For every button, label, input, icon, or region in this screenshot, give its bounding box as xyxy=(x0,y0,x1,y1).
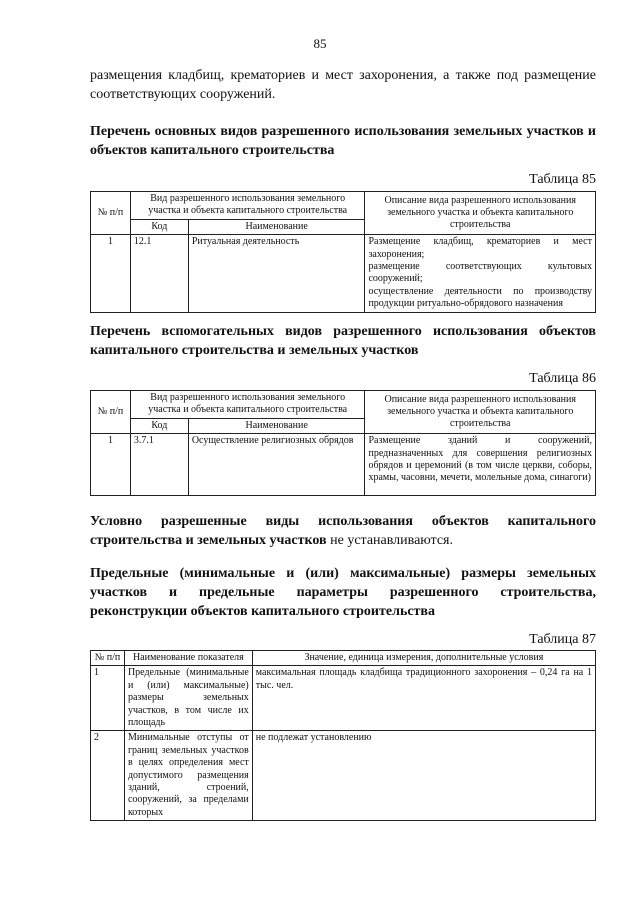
table-85-head-opis: Описание вида разрешенного использования земельного участка и объекта капитального строительства xyxy=(365,192,596,235)
table-85-opis-line-1: Размещение кладбищ, крематориев и мест захоронения; xyxy=(368,236,592,260)
table-85-opis-line-3: осуществление деятельности по производству продукции ритуально-обрядового назначения xyxy=(368,285,592,310)
intro-paragraph: размещения кладбищ, крематориев и мест захоронения, а также под размещение соответствующих сооружений. xyxy=(90,68,596,102)
table-86-head-naim: Наименование xyxy=(188,418,365,433)
table-87-head-val: Значение, единица измерения, дополнительные условия xyxy=(252,651,595,666)
table-85-cell-naim: Ритуальная деятельность xyxy=(188,235,365,312)
table-85-cell-num: 1 xyxy=(91,235,131,312)
table-85-head-naim: Наименование xyxy=(188,219,365,234)
table-87-row1-val: максимальная площадь кладбища традиционного захоронения – 0,24 га на 1 тыс. чел. xyxy=(252,666,595,731)
table-row xyxy=(91,434,596,496)
table-86-cell-kod: 3.7.1 xyxy=(130,434,188,496)
table-86-head-num: № п/п xyxy=(91,391,131,434)
heading-main-uses: Перечень основных видов разрешенного использования земельных участков и объектов капитального строительства xyxy=(90,124,596,158)
table-87-caption: Таблица 87 xyxy=(529,632,596,647)
heading-auxiliary-uses: Перечень вспомогательных видов разрешенного использования объектов капитального строительства и земельных участков xyxy=(90,324,596,358)
table-85-head-kod: Код xyxy=(130,219,188,234)
table-row xyxy=(91,235,596,312)
table-86-cell-opis: Размещение зданий и сооружений, предназначенных для совершения религиозных обрядов и церемоний (в том числе церкви, соборы, храмы, часовни, мечети, молельные дома, синагоги) xyxy=(365,434,596,496)
table-85 xyxy=(90,191,596,313)
page-number: 85 xyxy=(313,36,327,51)
heading-conditional-uses-bold: Условно разрешенные виды использования объектов капитального строительства и земельных участков xyxy=(90,514,596,548)
table-85-head-vid: Вид разрешенного использования земельного участка и объекта капитального строительства xyxy=(130,192,365,220)
table-85-opis-line-2: размещение соответствующих культовых сооружений; xyxy=(368,261,592,285)
table-87 xyxy=(90,650,596,821)
table-row xyxy=(91,666,596,731)
table-86-caption: Таблица 86 xyxy=(529,371,596,386)
table-86-head-opis: Описание вида разрешенного использования земельного участка и объекта капитального строительства xyxy=(365,391,596,434)
table-86-head-kod: Код xyxy=(130,418,188,433)
table-85-cell-opis xyxy=(365,235,596,312)
table-86 xyxy=(90,390,596,496)
table-row xyxy=(91,731,596,821)
table-85-head-num: № п/п xyxy=(91,192,131,235)
heading-conditional-uses xyxy=(90,512,596,550)
table-87-row1-naim: Предельные (минимальные и (или) максимальные) размеры земельных участков, в том числе их площадь xyxy=(124,666,252,731)
table-86-cell-naim: Осуществление религиозных обрядов xyxy=(188,434,365,496)
table-86-cell-num: 1 xyxy=(91,434,131,496)
table-87-row2-naim: Минимальные отступы от границ земельных участков в целях определения мест допустимого размещения зданий, строений, сооружений, за пределами которых xyxy=(124,731,252,821)
table-87-head-num: № п/п xyxy=(91,651,125,666)
table-86-head-vid: Вид разрешенного использования земельного участка и объекта капитального строительства xyxy=(130,391,365,419)
table-85-cell-kod: 12.1 xyxy=(130,235,188,312)
table-87-head-naim: Наименование показателя xyxy=(124,651,252,666)
table-85-caption: Таблица 85 xyxy=(529,172,596,187)
heading-limit-parameters: Предельные (минимальные и (или) максимальные) размеры земельных участков и предельные параметры разрешенного строительства, реконструкции объектов капитального строительства xyxy=(90,566,596,619)
table-87-row2-val: не подлежат установлению xyxy=(252,731,595,821)
table-87-row1-num: 1 xyxy=(91,666,125,731)
table-87-row2-num: 2 xyxy=(91,731,125,821)
heading-conditional-uses-plain: не устанавливаются. xyxy=(326,533,453,548)
